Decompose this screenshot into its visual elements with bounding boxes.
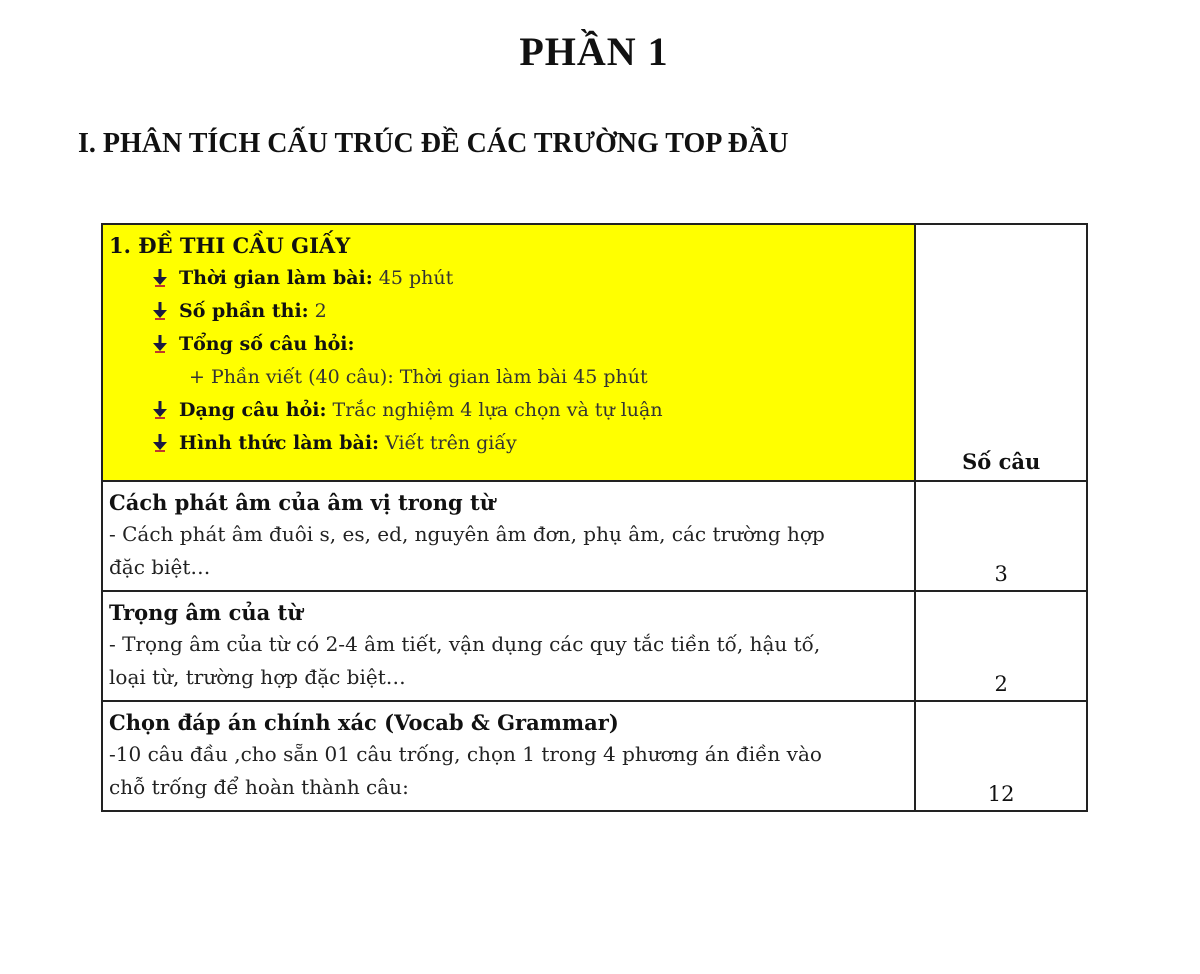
exam-structure-table [101,223,1088,812]
count-column-header: Số câu [915,224,1087,481]
topic-title: Trọng âm của từ [109,600,303,625]
topic-description: - Cách phát âm đuôi s, es, ed, nguyên âm đơn, phụ âm, các trường hợp [109,522,825,546]
exam-info-title: 1. ĐỀ THI CẦU GIẤY [109,233,351,258]
question-count: 12 [915,701,1087,811]
topic-cell [102,701,915,811]
topic-title: Cách phát âm của âm vị trong từ [109,490,495,515]
table-row [102,701,1087,811]
info-item-label: Số phần thi: [179,299,309,322]
table-header-row [102,224,1087,481]
arrow-down-icon [149,299,179,323]
arrow-down-icon [149,332,179,356]
info-item-value: 2 [314,299,327,322]
info-item-duration [109,261,908,294]
topic-description: chỗ trống để hoàn thành câu: [109,775,409,799]
section-heading: I. PHÂN TÍCH CẤU TRÚC ĐỀ CÁC TRƯỜNG TOP ĐẦU [78,128,789,159]
arrow-down-icon [149,431,179,455]
page-title: PHẦN 1 [519,29,669,74]
info-item-label: Tổng số câu hỏi: [179,332,355,355]
table-row [102,481,1087,591]
info-item-value: Trắc nghiệm 4 lựa chọn và tự luận [332,398,663,421]
info-item-value: Viết trên giấy [385,431,517,454]
topic-title: Chọn đáp án chính xác (Vocab & Grammar) [109,710,619,735]
info-item-format [109,426,908,459]
info-item-total-questions [109,327,908,360]
topic-cell [102,481,915,591]
arrow-down-icon [149,266,179,290]
info-item-label: Dạng câu hỏi: [179,398,327,421]
arrow-down-icon [149,398,179,422]
info-item-sections [109,294,908,327]
info-item-label: Hình thức làm bài: [179,431,380,454]
topic-description: loại từ, trường hợp đặc biệt… [109,665,406,689]
topic-description: -10 câu đầu ,cho sẵn 01 câu trống, chọn 1 trong 4 phương án điền vào [109,742,822,766]
info-sub-item: + Phần viết (40 câu): Thời gian làm bài 45 phút [189,365,648,388]
info-item-label: Thời gian làm bài: [179,266,373,289]
question-count: 2 [915,591,1087,701]
info-item-question-type [109,393,908,426]
topic-cell [102,591,915,701]
topic-description: - Trọng âm của từ có 2-4 âm tiết, vận dụng các quy tắc tiền tố, hậu tố, [109,632,821,656]
exam-info-cell [102,224,915,481]
table-row [102,591,1087,701]
question-count: 3 [915,481,1087,591]
topic-description: đặc biệt… [109,555,211,579]
info-item-value: 45 phút [378,266,454,289]
